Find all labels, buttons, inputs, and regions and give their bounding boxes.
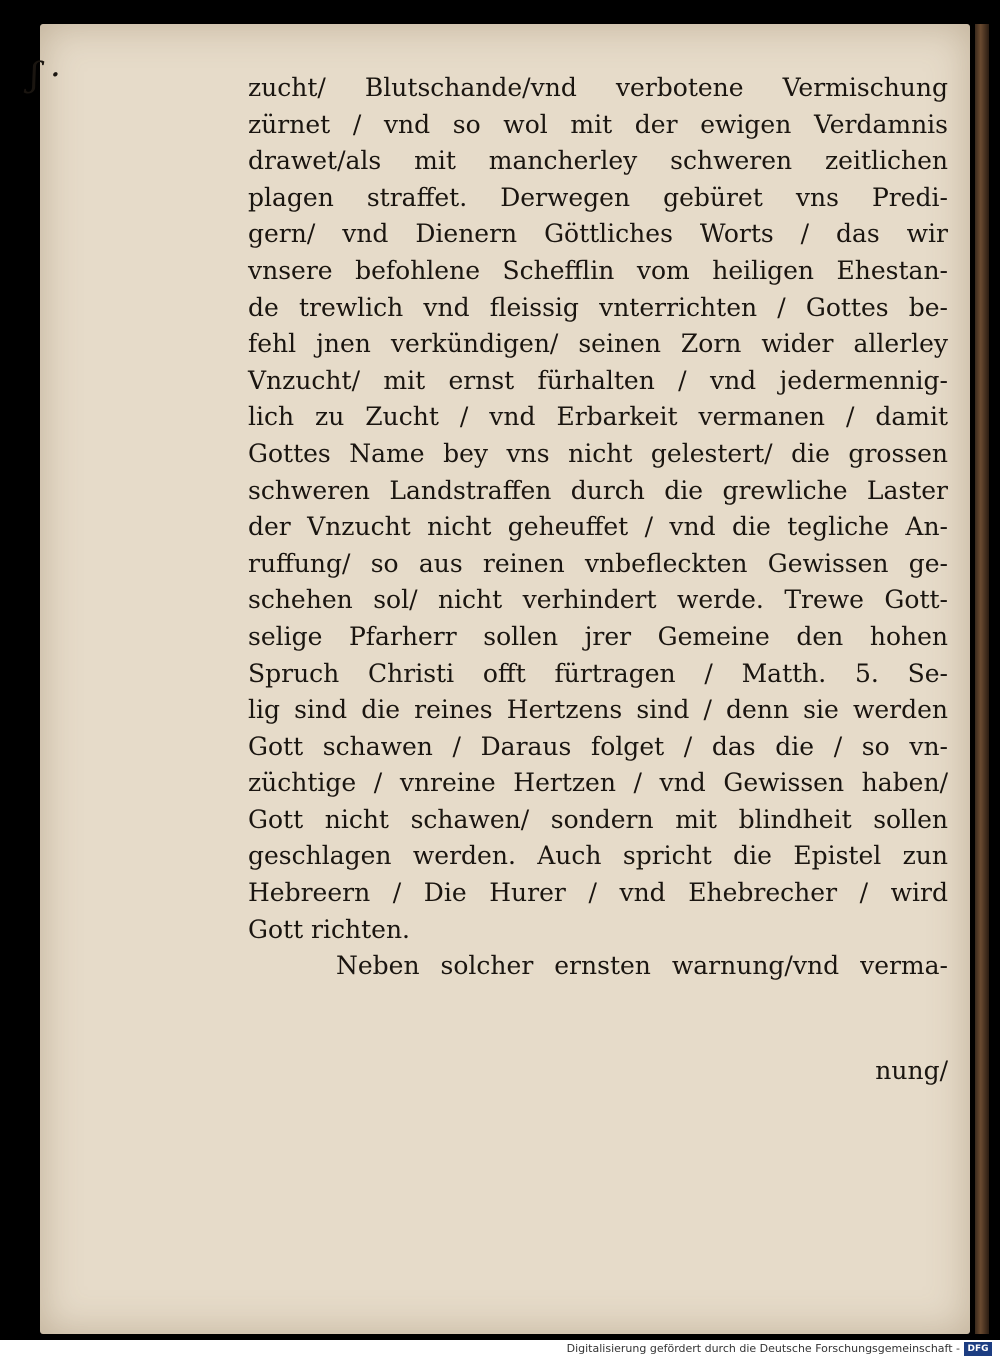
catchword: nung/ [875,1056,948,1085]
text-line-9: Vnzucht/ mit ernst fürhalten / vnd jedermennig- [248,365,948,395]
text-line-17: Spruch Christi offt fürtragen / Matth. 5. Se- [248,658,948,688]
digitization-footer [0,1340,1000,1359]
text-line-12: schweren Landstraffen durch die grewliche Laster [248,475,948,505]
text-line-18: lig sind die reines Hertzens sind / denn sie werden [248,695,948,725]
text-line-1: zucht/ Blutschande/vnd verbotene Vermischung [248,73,948,102]
page-text-block [248,70,948,985]
funding-credit: Digitalisierung gefördert durch die Deutsche Forschungsgemeinschaft - [566,1342,960,1355]
text-line-10: lich zu Zucht / vnd Erbarkeit vermanen / damit [248,402,948,432]
text-line-19: Gott schawen / Daraus folget / das die / so vn- [248,731,948,761]
text-line-8: fehl jnen verkündigen/ seinen Zorn wider allerley [248,329,948,359]
dfg-logo-icon: DFG [964,1342,992,1356]
text-line-3: drawet/als mit mancherley schweren zeitlichen [248,146,948,176]
text-line-20: züchtige / vnreine Hertzen / vnd Gewissen haben/ [248,768,948,798]
text-line-24: Gott richten. [248,914,410,944]
text-line-16: selige Pfarherr sollen jrer Gemeine den hohen [248,621,948,651]
text-line-6: vnsere befohlene Schefflin vom heiligen Ehestan- [248,255,948,285]
text-line-21: Gott nicht schawen/ sondern mit blindheit sollen [248,804,948,834]
printer-ornament: ʃ · [30,55,61,95]
text-line-11: Gottes Name bey vns nicht gelestert/ die grossen [248,438,948,468]
text-line-4: plagen straffet. Derwegen gebüret vns Predi- [248,182,948,212]
text-line-5: gern/ vnd Dienern Göttliches Worts / das wir [248,219,948,249]
text-line-23: Hebreern / Die Hurer / vnd Ehebrecher / wird [248,878,948,908]
text-line-2: zürnet / vnd so wol mit der ewigen Verdamnis [248,109,948,139]
text-line-14: ruffung/ so aus reinen vnbefleckten Gewissen ge- [248,548,948,578]
text-line-15: schehen sol/ nicht verhindert werde. Trewe Gott- [248,585,948,615]
text-line-13: der Vnzucht nicht geheuffet / vnd die tegliche An- [248,512,948,542]
text-line-7: de trewlich vnd fleissig vnterrichten / Gottes be- [248,292,948,322]
text-line-22: geschlagen werden. Auch spricht die Epistel zun [248,841,948,871]
text-line-25: Neben solcher ernsten warnung/vnd verma- [336,951,948,981]
book-edge [975,24,989,1334]
